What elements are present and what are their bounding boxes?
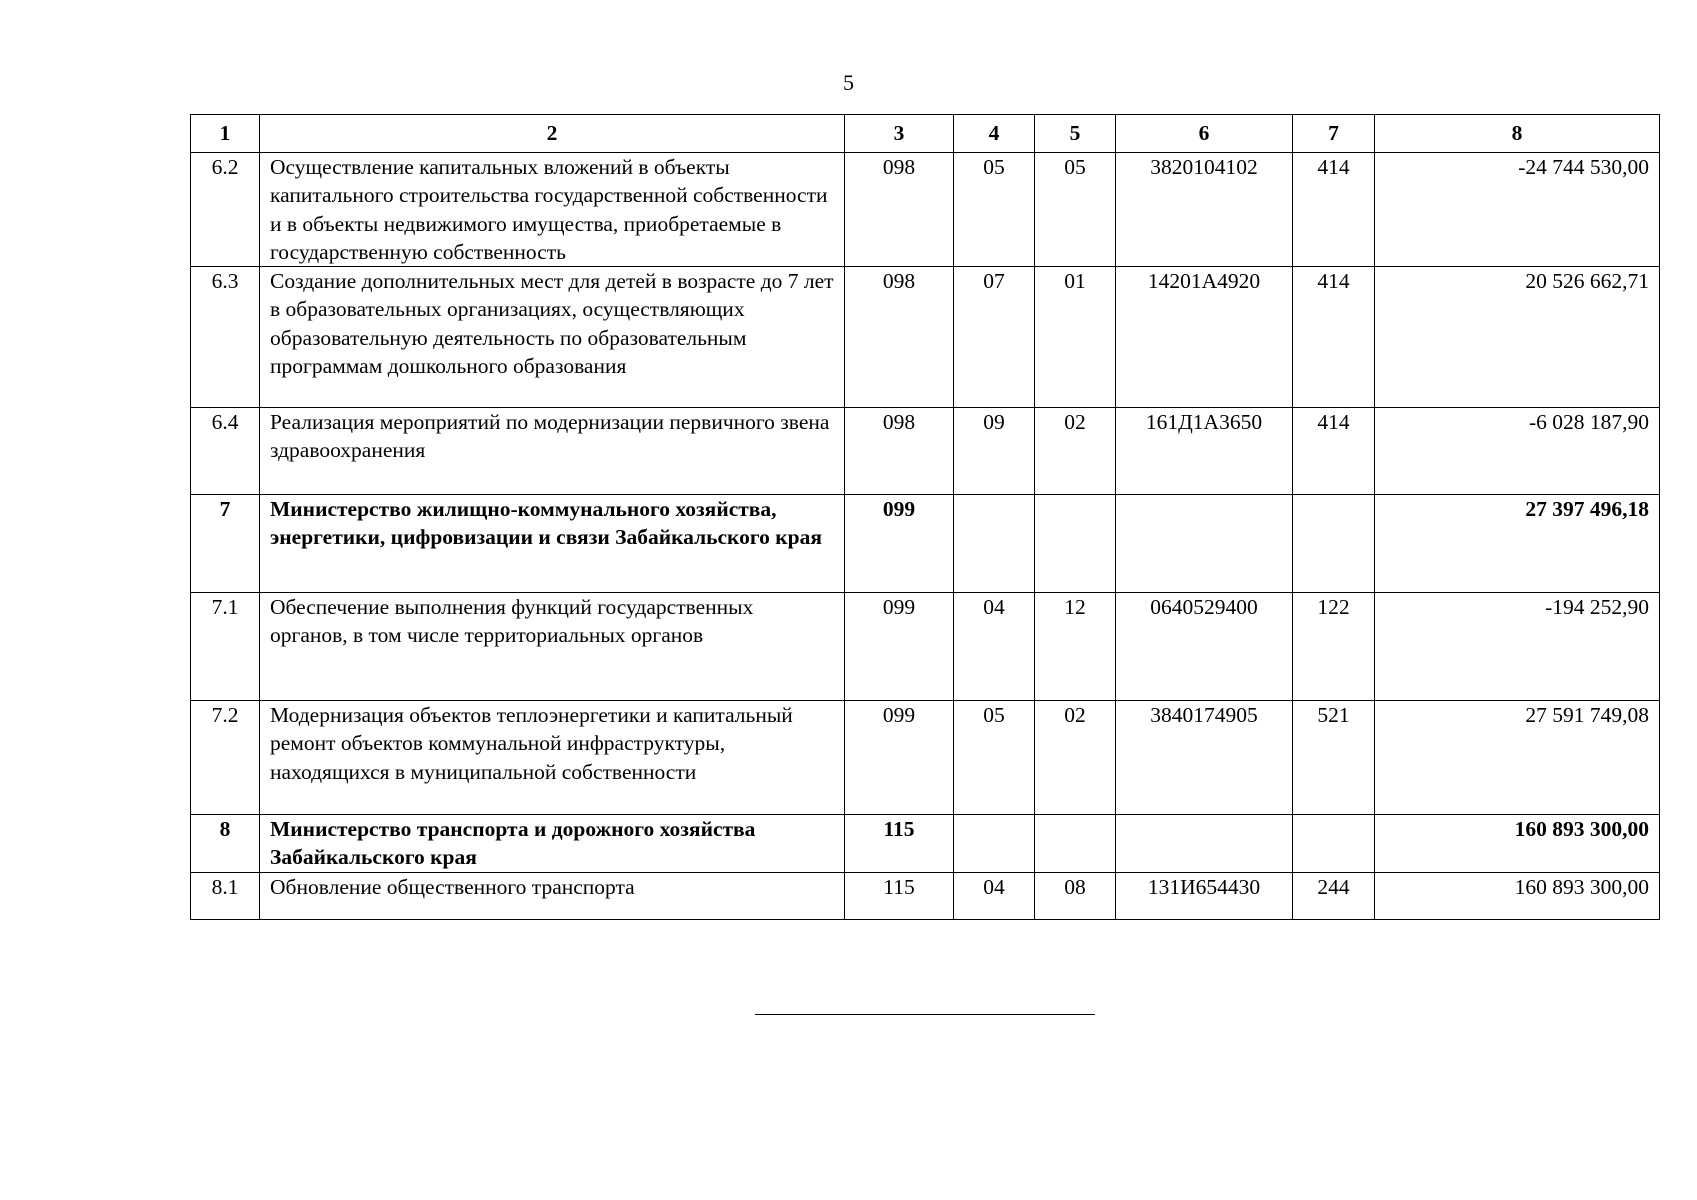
table-row xyxy=(191,701,1660,815)
cell-col7: 244 xyxy=(1293,873,1375,920)
cell-amount: 160 893 300,00 xyxy=(1375,815,1660,873)
end-of-document-line xyxy=(755,1014,1095,1015)
cell-col6: 161Д1А3650 xyxy=(1116,408,1293,495)
cell-col7 xyxy=(1293,815,1375,873)
cell-amount: -194 252,90 xyxy=(1375,593,1660,701)
cell-col4 xyxy=(954,815,1035,873)
cell-col3: 098 xyxy=(845,408,954,495)
cell-col4: 04 xyxy=(954,873,1035,920)
table-header-row xyxy=(191,115,1660,153)
header-cell: 1 xyxy=(191,115,260,153)
cell-col5: 12 xyxy=(1035,593,1116,701)
cell-col6 xyxy=(1116,815,1293,873)
table-row xyxy=(191,495,1660,593)
cell-col3: 098 xyxy=(845,153,954,267)
cell-col6: 3840174905 xyxy=(1116,701,1293,815)
cell-col5: 01 xyxy=(1035,267,1116,408)
table-row xyxy=(191,593,1660,701)
cell-col5: 02 xyxy=(1035,701,1116,815)
cell-col6: 14201А4920 xyxy=(1116,267,1293,408)
row-number: 6.4 xyxy=(191,408,260,495)
table-row xyxy=(191,815,1660,873)
row-name: Реализация мероприятий по модернизации первичного звена здравоохранения xyxy=(260,408,845,495)
table-row xyxy=(191,408,1660,495)
cell-col4: 09 xyxy=(954,408,1035,495)
cell-col5: 05 xyxy=(1035,153,1116,267)
cell-col3: 099 xyxy=(845,593,954,701)
cell-col5 xyxy=(1035,495,1116,593)
row-name: Министерство жилищно-коммунального хозяйства, энергетики, цифровизации и связи Забайкальского края xyxy=(260,495,845,593)
cell-col5: 08 xyxy=(1035,873,1116,920)
cell-col7: 414 xyxy=(1293,267,1375,408)
cell-col3: 115 xyxy=(845,815,954,873)
cell-col4: 07 xyxy=(954,267,1035,408)
cell-col7 xyxy=(1293,495,1375,593)
cell-col7: 414 xyxy=(1293,408,1375,495)
row-number: 7.1 xyxy=(191,593,260,701)
budget-table xyxy=(190,114,1660,920)
row-number: 8 xyxy=(191,815,260,873)
cell-col4: 04 xyxy=(954,593,1035,701)
cell-amount: 20 526 662,71 xyxy=(1375,267,1660,408)
header-cell: 8 xyxy=(1375,115,1660,153)
cell-col4 xyxy=(954,495,1035,593)
cell-col3: 098 xyxy=(845,267,954,408)
cell-col6 xyxy=(1116,495,1293,593)
row-number: 7 xyxy=(191,495,260,593)
cell-amount: 160 893 300,00 xyxy=(1375,873,1660,920)
cell-col5: 02 xyxy=(1035,408,1116,495)
cell-col4: 05 xyxy=(954,153,1035,267)
cell-col4: 05 xyxy=(954,701,1035,815)
row-name: Обновление общественного транспорта xyxy=(260,873,845,920)
row-number: 8.1 xyxy=(191,873,260,920)
table-row xyxy=(191,153,1660,267)
cell-col7: 414 xyxy=(1293,153,1375,267)
header-cell: 5 xyxy=(1035,115,1116,153)
row-number: 6.3 xyxy=(191,267,260,408)
cell-amount: -24 744 530,00 xyxy=(1375,153,1660,267)
header-cell: 6 xyxy=(1116,115,1293,153)
row-number: 7.2 xyxy=(191,701,260,815)
page-number: 5 xyxy=(843,70,854,95)
row-name: Модернизация объектов теплоэнергетики и капитальный ремонт объектов коммунальной инфраструктуры, находящихся в муниципальной собственности xyxy=(260,701,845,815)
table-row xyxy=(191,267,1660,408)
cell-amount: -6 028 187,90 xyxy=(1375,408,1660,495)
cell-col3: 099 xyxy=(845,495,954,593)
cell-amount: 27 397 496,18 xyxy=(1375,495,1660,593)
cell-col5 xyxy=(1035,815,1116,873)
header-cell: 4 xyxy=(954,115,1035,153)
cell-col6: 3820104102 xyxy=(1116,153,1293,267)
header-cell: 3 xyxy=(845,115,954,153)
header-cell: 2 xyxy=(260,115,845,153)
cell-amount: 27 591 749,08 xyxy=(1375,701,1660,815)
cell-col3: 115 xyxy=(845,873,954,920)
cell-col6: 131И654430 xyxy=(1116,873,1293,920)
cell-col3: 099 xyxy=(845,701,954,815)
row-number: 6.2 xyxy=(191,153,260,267)
row-name: Осуществление капитальных вложений в объекты капитального строительства государственной собственности и в объекты недвижимого имущества, приобретаемые в государственную собственность xyxy=(260,153,845,267)
table-row xyxy=(191,873,1660,920)
row-name: Создание дополнительных мест для детей в возрасте до 7 лет в образовательных организациях, осуществляющих образовательную деятельность по образовательным программам дошкольного образования xyxy=(260,267,845,408)
header-cell: 7 xyxy=(1293,115,1375,153)
cell-col7: 122 xyxy=(1293,593,1375,701)
cell-col6: 0640529400 xyxy=(1116,593,1293,701)
cell-col7: 521 xyxy=(1293,701,1375,815)
row-name: Министерство транспорта и дорожного хозяйства Забайкальского края xyxy=(260,815,845,873)
row-name: Обеспечение выполнения функций государственных органов, в том числе территориальных органов xyxy=(260,593,845,701)
